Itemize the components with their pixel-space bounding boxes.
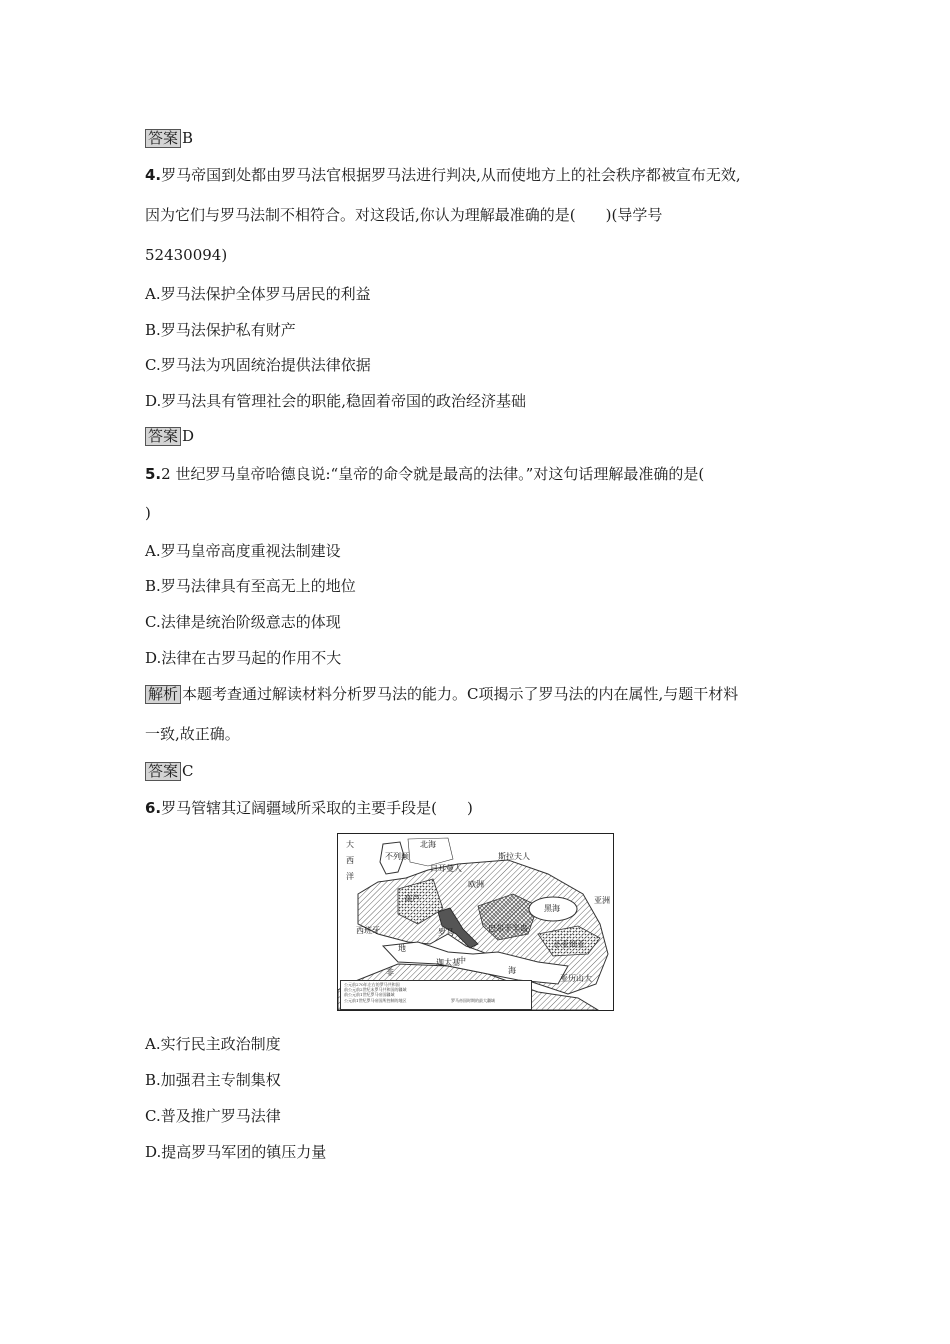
question-6-option-c: C.普及推广罗马法律 (145, 1107, 281, 1125)
answer-value: C (182, 762, 194, 780)
map-label-africa: 非 (386, 968, 394, 977)
legend-item: 罗马帝国时期的最大疆域 (451, 998, 495, 1003)
question-4-option-a: A.罗马法保护全体罗马居民的利益 (145, 285, 371, 303)
map-label-asia: 亚洲 (594, 896, 610, 905)
question-4-option-d: D.罗马法具有管理社会的职能,稳固着帝国的政治经济基础 (145, 392, 527, 410)
map-label-atlantic-1: 大 (346, 840, 354, 849)
legend-item: 前公元前1世纪罗马帝国疆域 (344, 992, 395, 997)
answer-tag: 答案 (145, 427, 181, 446)
question-4-option-c: C.罗马法为巩固统治提供法律依据 (145, 356, 371, 374)
question-number: 6. (145, 799, 162, 817)
question-6-option-b: B.加强君主专制集权 (145, 1071, 281, 1089)
question-5-option-a: A.罗马皇帝高度重视法制建设 (145, 542, 341, 560)
analysis-tag: 解析 (145, 685, 181, 704)
answer-line-4 (145, 426, 194, 446)
question-5-stem-line-1: 5.2 世纪罗马皇帝哈德良说:“皇帝的命令就是最高的法律。”对这句话理解最准确的是( (145, 465, 705, 483)
map-label-germanic: 日耳曼人 (430, 864, 462, 873)
question-5-option-c: C.法律是统治阶级意志的体现 (145, 613, 341, 631)
map-label-mediterranean-1: 地 (398, 944, 406, 953)
map-label-mediterranean-2: 中 (458, 956, 466, 965)
analysis-line-2: 一致,故正确。 (145, 725, 240, 743)
answer-value: D (182, 427, 195, 445)
map-label-atlantic-3: 洋 (346, 872, 354, 881)
question-5-option-b: B.罗马法律具有至高无上的地位 (145, 577, 356, 595)
answer-value: B (182, 129, 194, 147)
answer-line-3 (145, 128, 193, 148)
question-6-option-d: D.提高罗马军团的镇压力量 (145, 1143, 327, 1161)
analysis-line-1: 解析 本题考查通过解读材料分析罗马法的能力。C项揭示了罗马法的内在属性,与题干材料 (145, 684, 738, 704)
legend-item: 公元前1世纪罗马帝国所控制的地区 (344, 998, 407, 1003)
answer-line-5 (145, 761, 194, 781)
answer-tag: 答案 (145, 129, 181, 148)
map-label-black-sea: 黑海 (544, 904, 560, 913)
map-label-north-sea: 北海 (420, 840, 436, 849)
map-label-mediterranean-3: 海 (508, 966, 516, 975)
map-label-carthage: 迦太基 (436, 958, 460, 967)
map-label-alexandria: 亚历山大 (560, 974, 592, 983)
map-label-balkan: 巴尔干半岛 (488, 924, 528, 933)
question-6-option-a: A.实行民主政治制度 (145, 1035, 281, 1053)
question-4-stem-line-2: 因为它们与罗马法制不相符合。对这段话,你认为理解最准确的是( )(导学号 (145, 206, 663, 224)
legend-item: 前公元前2世纪末罗马共和国的疆域 (344, 987, 407, 992)
answer-tag: 答案 (145, 762, 181, 781)
map-legend (340, 980, 532, 1010)
question-number: 4. (145, 166, 162, 184)
question-5-stem-line-2: ) (145, 504, 151, 522)
map-label-slavs: 斯拉夫人 (498, 852, 530, 861)
map-label-europe: 欧洲 (468, 880, 484, 889)
map-label-asia-minor: 小亚细亚 (553, 940, 585, 949)
question-number: 5. (145, 465, 162, 483)
question-4-stem-line-3: 52430094) (145, 246, 228, 264)
question-5-option-d: D.法律在古罗马起的作用不大 (145, 649, 342, 667)
map-label-gaul: 高卢 (404, 894, 420, 903)
map-label-britain: 不列颠 (385, 852, 409, 861)
question-4-option-b: B.罗马法保护私有财产 (145, 321, 296, 339)
legend-item: 公元前270年左右的罗马共和国 (344, 982, 400, 987)
roman-empire-map (337, 833, 614, 1011)
question-6-stem: 6.罗马管辖其辽阔疆域所采取的主要手段是( ) (145, 799, 473, 817)
map-label-spain: 西班牙 (356, 926, 380, 935)
map-label-rome: 罗马 (438, 928, 454, 937)
question-4-stem-line-1: 4.罗马帝国到处都由罗马法官根据罗马法进行判决,从而使地方上的社会秩序都被宣布无效, (145, 166, 741, 184)
map-label-atlantic-2: 西 (346, 856, 354, 865)
